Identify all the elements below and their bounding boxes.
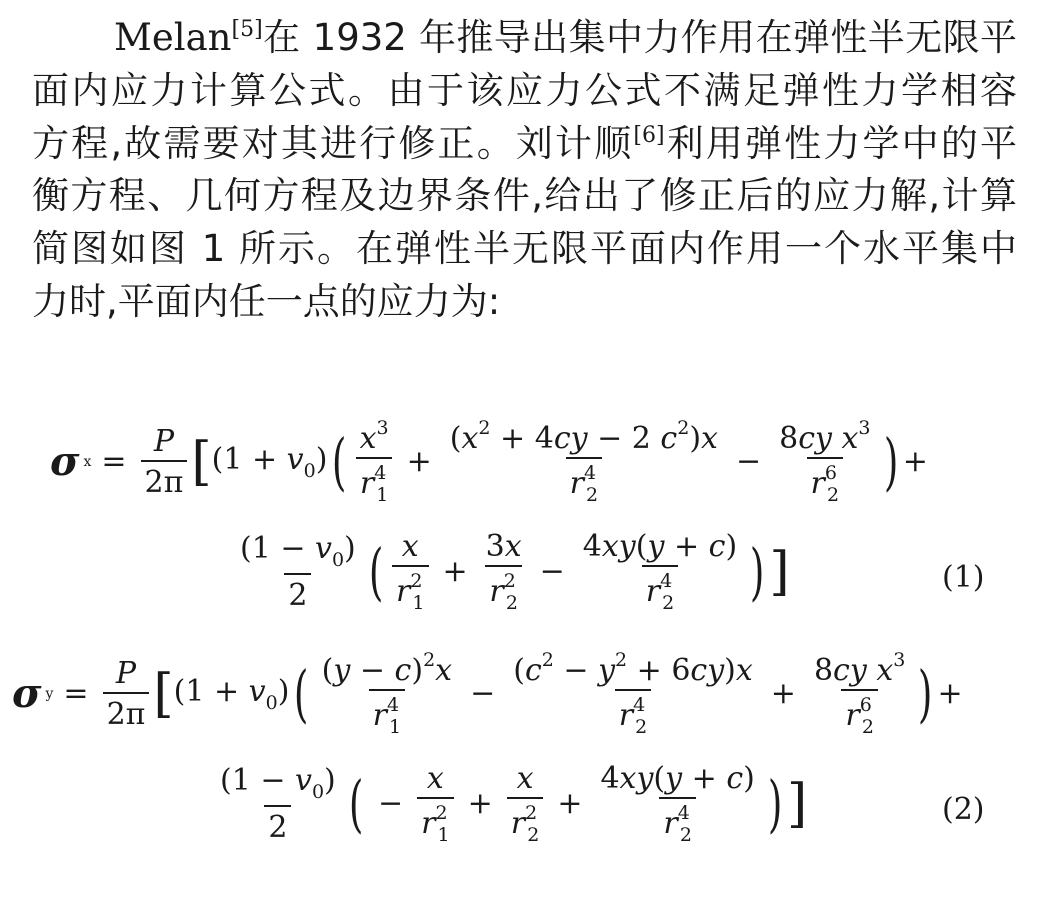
equation-1-number: (1) xyxy=(942,560,985,595)
equation-2-line-1: σ y = $\frac{P}{2\pi}$ [ $(1 + v_0)$ ( $\frac{(y - c)^2x}{r^4_1}$ − $\frac{(c^2 - y^2 + 6cy)x}{r^4_2}$ + $\frac{8cy x^3}{r^6_2}$ ) + xyxy=(12,649,963,738)
paragraph-line-1: Melan[5]在 1932 年推导出集中力作用在弹性半无限平 xyxy=(114,16,1017,59)
equation-2-number: (2) xyxy=(942,792,985,827)
paragraph-line-4: 衡方程、几何方程及边界条件,给出了修正后的应力解,计算 xyxy=(32,174,1017,218)
citation-ref[interactable]: [6] xyxy=(633,122,665,148)
author-name: Melan xyxy=(114,16,232,59)
equation-2-line-2: $\frac{(1 - v_0)}{2}$ ( − $\frac{x}{r^2_1}$ + $\frac{x}{r^2_2}$ + $\frac{4xy(y + c)}{r^4_2}$ ) ] xyxy=(220,761,808,846)
citation-ref[interactable]: [5] xyxy=(231,17,263,42)
equation-1-line-2: $\frac{(1 - v_0)}{2}$ ( $\frac{x}{r^2_1}$ + $\frac{3x}{r^2_2}$ − $\frac{4xy(y + c)}{r^4_2}$ ) ] xyxy=(240,529,790,614)
paragraph-line-6: 力时,平面内任一点的应力为: xyxy=(32,279,501,323)
body-paragraph xyxy=(32,12,1017,329)
equation-1-line-1: σ x = $\frac{P}{2\pi}$ [ $(1 + v_0)$ ( $\frac{x^3}{r^4_1}$ + $\frac{(x^2 + 4cy - 2 c^2)x}{r^4_2}$ − $\frac{8cy x^3}{r^6_2}$ ) + xyxy=(50,417,928,506)
paragraph-line-2: 面内应力计算公式。由于该应力公式不满足弹性力学相容 xyxy=(32,68,1017,112)
paragraph-line-3: 方程,故需要对其进行修正。刘计顺[6]利用弹性力学中的平 xyxy=(32,121,1018,165)
paragraph-line-5: 简图如图 1 所示。在弹性半无限平面内作用一个水平集中 xyxy=(32,227,1017,271)
